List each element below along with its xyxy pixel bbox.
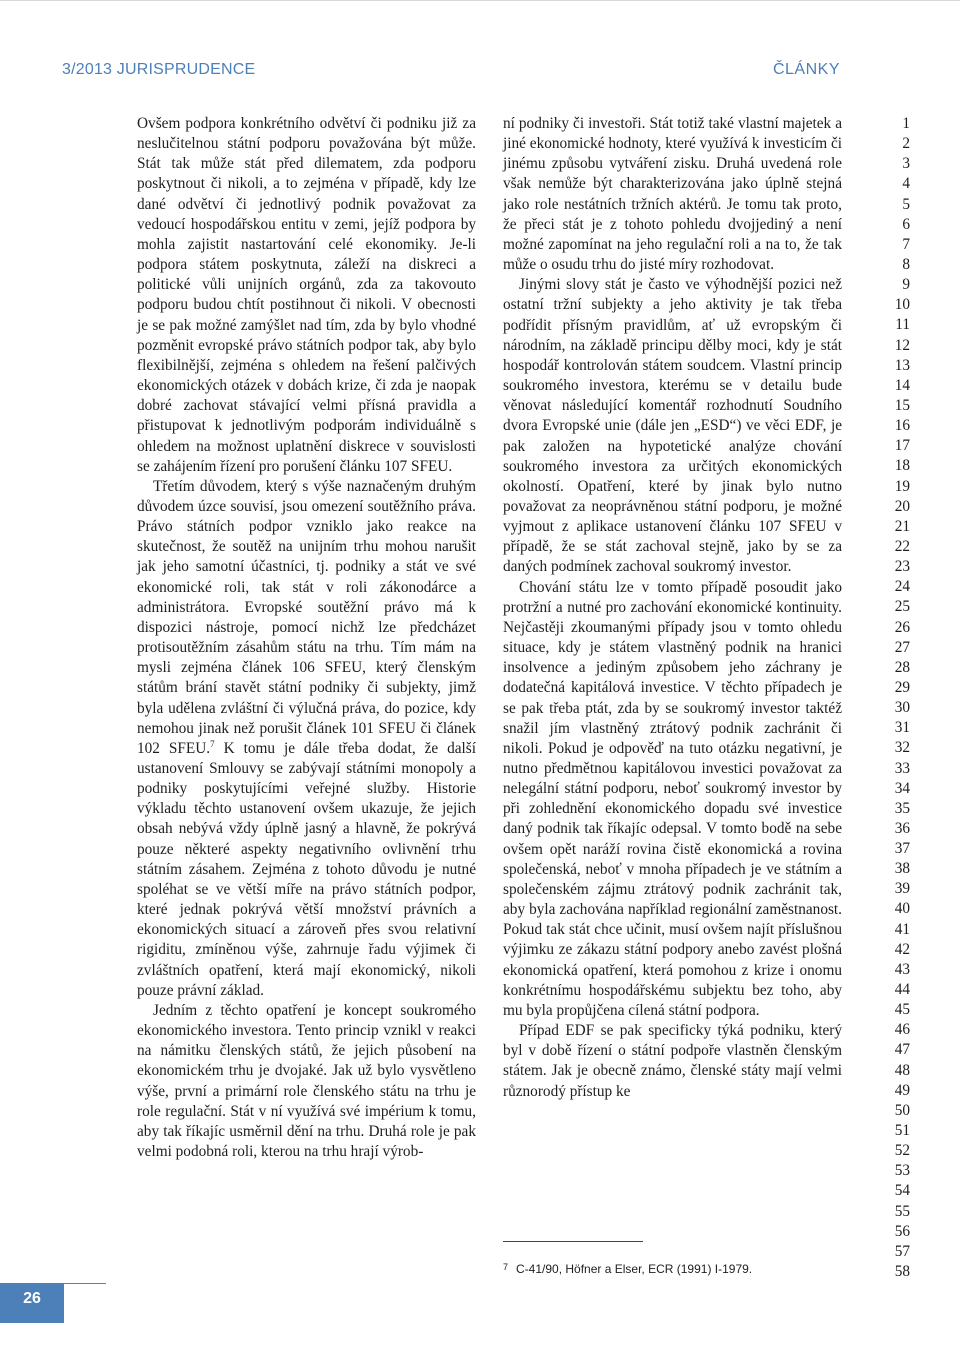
line-number: 25 (894, 598, 910, 616)
footnote (503, 1262, 752, 1276)
page-header (0, 0, 960, 88)
line-number: 50 (894, 1101, 910, 1119)
line-number: 19 (894, 477, 910, 495)
line-number: 52 (894, 1142, 910, 1160)
right-column (503, 114, 842, 1102)
side-rule (106, 88, 107, 1283)
page-number: 26 (23, 1290, 41, 1307)
line-number: 23 (894, 558, 910, 576)
line-number: 21 (894, 517, 910, 535)
line-number: 20 (894, 497, 910, 515)
line-number: 28 (894, 658, 910, 676)
line-number: 29 (894, 678, 910, 696)
line-number: 11 (895, 316, 910, 334)
line-number: 14 (894, 376, 910, 394)
line-number: 16 (894, 417, 910, 435)
journal-label: 3/2013 JURISPRUDENCE (62, 61, 256, 78)
line-number: 5 (902, 195, 910, 213)
line-number: 1 (902, 115, 910, 132)
line-number: 54 (894, 1182, 910, 1200)
line-number: 3 (902, 155, 910, 173)
line-number: 13 (894, 356, 910, 374)
paragraph: Jinými slovy stát je často ve výhodnější pozici než ostatní tržní subjekty a jeho aktivity je tak třeba podřídit přísným pravidlům, ať už evropským či národním, na základě principu dělby moci, kdy je stát hospodář kontrolován státem soudcem. Vlastní princip soukromého investora, kterému se v detailu bude věnovat následující komentář rozhodnutí Soudního dvora Evropské unie (dále jen „ESD“) ve věci EDF, je pak založen na hypotetické analýze chování soukromého investora za určitých ekonomických okolností. Opatření, které by jinak bylo nutno považovat za neoprávněnou státní podporu, je možné vyjmout z aplikace ustanovení článku 107 SFEU v případě, že se stát zachoval stejně, jako by se za daných podmínek zachoval soukromý investor. (503, 276, 842, 576)
paragraph: ní podniky či investoři. Stát totiž také vlastní majetek a jiné ekonomické hodnoty, které využívá k investicím či jinému způsobu vytváření zisku. Druhá uvedená role však nemůže být charakterizována jako úplně stejná jako role nestátních tržních aktérů. Je tomu tak proto, že přeci stát je z tohoto pohledu dvojjediný a není možné zapomínat na jeho regulační roli a na to, že tak může o osudu trhu do jisté míry rozhodovat. (503, 115, 842, 274)
line-number: 38 (894, 860, 910, 878)
paragraph-text: Třetím důvodem, který s výše naznačeným druhým důvodem úzce souvisí, jsou omezení soutěžního práva. Právo státních podpor vzniklo jako reakce na skutečnost, že soutěž na unijním trhu mohou narušit jak jeho samotní účastníci, tj. podniky a stát ve své ekonomické roli, tak stát v roli zákonodárce a administrátora. Evropské soutěžní právo má k dispozici nástroje, pomocí nichž lze předcházet protisoutěžním zásahům státu na trhu. Tím mám na mysli zejména článek 106 SFEU, který členským státům brání stavět státní podniky či subjekty, jimž byla udělena zvláštní či výlučná práva, do pozice, kdy nemohou jinak než porušit článek 101 SFEU či článek 102 SFEU. (137, 477, 476, 757)
paragraph-with-footnote (137, 477, 476, 1001)
line-number: 41 (894, 920, 910, 938)
line-number: 32 (894, 739, 910, 757)
line-number: 35 (894, 799, 910, 817)
line-number: 33 (894, 759, 910, 777)
line-number: 58 (894, 1263, 910, 1281)
line-number: 17 (894, 437, 910, 455)
line-number: 12 (894, 336, 910, 354)
line-number: 24 (894, 578, 910, 596)
line-number: 27 (894, 638, 910, 656)
line-number: 43 (894, 960, 910, 978)
line-number: 48 (894, 1061, 910, 1079)
line-number: 7 (902, 235, 910, 253)
paragraph-text: K tomu je dále třeba dodat, že další ustanovení Smlouvy se zabývají státními monopoly a podniky poskytujícími veřejné služby. Historie výkladu těchto ustanovení ovšem ukazuje, že jejich obsah nebývá vždy úplně jasný a hlavně, že pokrývá pouze některé aspekty negativního ovlivnění trhu státním zásahem. Zejména z tohoto důvodu je nutné spoléhat se ve větší míře na právo státních podpor, které jednak pokrývá větší množství právních a ekonomických situací a zároveň přes svou relativní rigiditu, zmíněnou výše, zahrnuje řadu výjimek či zvláštních opatření, která mají ekonomický, nikoli pouze právní základ. (137, 739, 477, 999)
page-tab-rule (64, 1283, 106, 1284)
line-number: 26 (894, 618, 910, 636)
line-number: 42 (894, 940, 910, 958)
paragraph: Ovšem podpora konkrétního odvětví či podniku již za neslučitelnou státní podporu považována být může. Stát tak může stát před dilematem, zda podporu poskytnout či nikoli, a to zejména v případě, kdy lze dané odvětví či jednotlivý podnik považovat za vedoucí hospodářskou entitu v zemi, jejíž podpora by mohla zajistit nastartování celé ekonomiky. Je-li podpora státem poskytnuta, záleží na diskreci a politické vůli unijních orgánů, zda za takovouto podporu budou chtít postihnout či nikoli. V obecnosti je se pak možné zamýšlet nad tím, zda by bylo vhodné pozměnit evropské právo státních podpor tak, aby bylo flexibilnější, zejména s ohledem na řešení palčivých ekonomických otázek v dobách krize, či zda je naopak dobré zachovat stávající velmi přísná pravidla a přistupovat k jednotlivým podporám individuálně s ohledem na možnost uplatnění diskrece v souvislosti se zahájením řízení pro porušení článku 107 SFEU. (137, 115, 476, 475)
line-number: 30 (894, 699, 910, 717)
line-number: 39 (894, 880, 910, 898)
line-number: 6 (902, 215, 910, 233)
line-number: 51 (894, 1122, 910, 1140)
paragraph: Jedním z těchto opatření je koncept soukromého ekonomického investora. Tento princip vznikl v reakci na námitku členských států, že jejich působení na ekonomickém trhu je dvojaké. Jak už bylo vysvětleno výše, první a primární role členského státu na trhu je role regulační. Stát v ní využívá své impérium k tomu, aby tak říkajíc usměrnil dění na trhu. Druhá role je pak velmi podobná roli, kterou na trhu hrají výrob- (137, 1001, 476, 1160)
footnote-mark: 7 (503, 1262, 509, 1272)
line-number: 34 (894, 779, 910, 797)
line-number: 44 (894, 981, 910, 999)
line-number: 22 (894, 537, 910, 555)
line-number: 18 (894, 457, 910, 475)
line-number: 10 (894, 296, 910, 314)
section-label: ČLÁNKY (772, 61, 840, 78)
line-number: 2 (902, 135, 910, 153)
footnote-reference[interactable]: 7 (210, 738, 215, 749)
line-number: 57 (894, 1242, 910, 1260)
line-number: 49 (894, 1081, 910, 1099)
footnote-rule (503, 1241, 643, 1242)
line-number: 45 (894, 1001, 910, 1019)
line-number: 40 (894, 900, 910, 918)
line-number: 53 (894, 1162, 910, 1180)
line-number: 47 (894, 1041, 910, 1059)
line-number: 8 (902, 255, 910, 273)
line-number: 9 (902, 276, 910, 294)
line-number: 36 (894, 819, 910, 837)
header-rule (0, 0, 960, 1)
footnote-text: C-41/90, Höfner a Elser, ECR (1991) I-1979. (516, 1262, 753, 1276)
left-column (137, 114, 476, 1162)
line-number: 4 (902, 175, 910, 193)
line-numbers (870, 114, 910, 1282)
paragraph: Chování státu lze v tomto případě posoudit jako protržní a nutné pro zachování ekonomické kontinuity. Nejčastěji zkoumanými případy jsou v tomto ohledu situace, kdy je státem vlastněný podnik na hranici insolvence a jediným způsobem jeho záchrany je dodatečná kapitálová investice. V těchto případech je se pak třeba ptát, zda by se soukromý investor taktéž snažil jím vlastněný ztrátový podnik zachránit či nikoli. Pokud je odpověď na tuto otázku negativní, je nutno předmětnou kapitálovou investici považovat za nelegální státní podporu, neboť soukromý investor by při zohlednění ekonomického dopadu své investice daný podnik tak říkajíc odepsal. V tomto bodě na sebe ovšem opět naráží rovina čistě ekonomická a rovina společenská, neboť v mnoha případech je ve státním a společenském zájmu ztrátový podnik zachránit tak, aby byla zachována například regionální zaměstnanost. Pokud tak stát chce učinit, musí ovšem najít příslušnou výjimku ze zákazu státní podpory anebo zavést plošná ekonomická opatření, která pomohou z krize i onomu konkrétnímu hospodářskému subjektu bez toho, aby mu byla propůjčena cílená státní podpora. (503, 578, 842, 1019)
line-number: 31 (894, 719, 910, 737)
line-number: 46 (894, 1021, 910, 1039)
paragraph: Případ EDF se pak specificky týká podniku, který byl v době řízení o státní podpoře vlastněn členským státem. Jak je obecně známo, členské státy mají velmi různorodý přístup ke (503, 1022, 842, 1100)
line-number: 37 (894, 840, 910, 858)
line-number: 15 (894, 396, 910, 414)
line-number: 56 (894, 1222, 910, 1240)
line-number: 55 (894, 1202, 910, 1220)
